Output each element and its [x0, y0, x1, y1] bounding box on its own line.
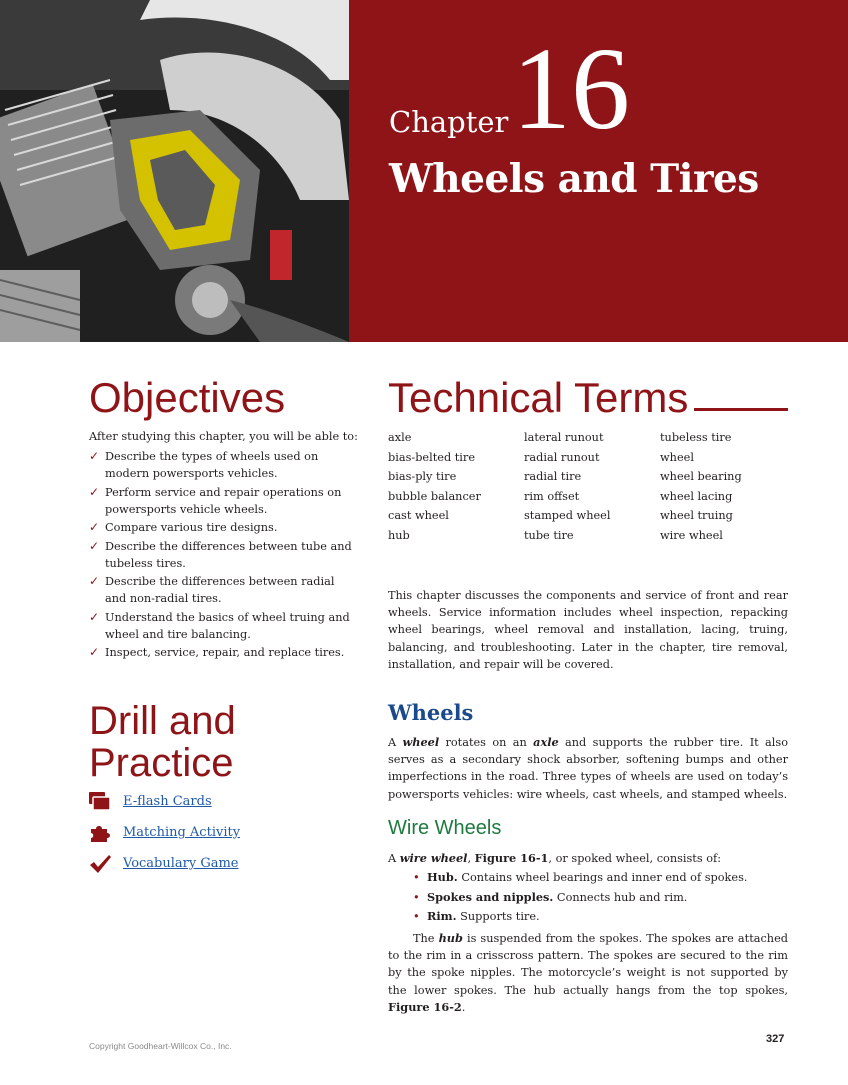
checkmark-icon: ✓: [89, 574, 100, 588]
chapter-title: Wheels and Tires: [389, 156, 759, 202]
copyright-notice: Copyright Goodheart-Willcox Co., Inc.: [89, 1041, 232, 1051]
objective-item: ✓ Describe the differences between radial and non-radial tires.: [89, 574, 335, 605]
wheels-heading: Wheels: [388, 700, 474, 725]
drill-links: [89, 792, 349, 885]
e-flash-cards-link[interactable]: E-flash Cards: [123, 794, 212, 809]
term: radial runout: [524, 450, 600, 464]
term: axle: [388, 431, 412, 444]
chapter-label: Chapter: [389, 105, 509, 139]
matching-activity-link[interactable]: Matching Activity: [123, 825, 241, 840]
objective-item: ✓ Describe the differences between tube and tubeless tires.: [89, 538, 352, 570]
objectives-list: [89, 448, 359, 663]
wire-wheels-paragraph: A wire wheel, Figure 16-1, or spoked wheel, consists of:: [388, 851, 722, 865]
chapter-number: 16: [512, 23, 630, 154]
drill-item-matching: [89, 823, 349, 854]
checkmark-icon: ✓: [89, 449, 100, 463]
term: stamped wheel: [524, 509, 611, 523]
term: wire wheel: [660, 528, 723, 542]
checkmark-icon: ✓: [89, 609, 100, 624]
checkmark-icon: [89, 854, 111, 874]
objectives-intro: After studying this chapter, you will be able to:: [89, 430, 358, 443]
flash-cards-icon: [89, 792, 111, 812]
checkmark-icon: ✓: [89, 645, 100, 659]
checkmark-icon: ✓: [89, 520, 100, 534]
list-item: • Rim. Supports tire.: [413, 907, 747, 927]
page-number: 327: [766, 1033, 785, 1045]
heading-rule: [694, 408, 788, 411]
objective-item: ✓ Inspect, service, repair, and replace tires.: [89, 645, 345, 659]
hub-paragraph: The hub is suspended from the spokes. The spokes are attached to the rim in a crisscross pattern. The spokes are secured to the rim by the spoke nipples. The motorcycle’s weight is not supported by the lower spokes. The hub actually hangs from the top spokes, Figure 16-2.: [388, 931, 788, 1014]
checkmark-icon: ✓: [89, 484, 100, 499]
term: tube tire: [524, 528, 574, 542]
wheels-paragraph: A wheel rotates on an axle and supports the rubber tire. It also serves as a secondary shock absorber, softening bumps and other imperfections in the road. Three types of wheels are used on today’s powersports vehicles: wire wheels, cast wheels, and stamped wheels.: [388, 735, 788, 801]
objective-item: ✓ Perform service and repair operations on powersports vehicle wheels.: [89, 484, 342, 516]
objective-item: ✓ Describe the types of wheels used on modern powersports vehicles.: [89, 449, 319, 480]
term: wheel: [660, 450, 694, 464]
list-item: • Hub. Contains wheel bearings and inner end of spokes.: [413, 868, 747, 888]
term: bubble balancer: [388, 489, 481, 503]
list-item: • Spokes and nipples. Connects hub and rim.: [413, 888, 747, 908]
technical-terms-heading: Technical Terms: [388, 374, 689, 421]
objectives-heading: Objectives: [89, 374, 286, 421]
term: cast wheel: [388, 509, 449, 523]
term: wheel truing: [660, 509, 733, 523]
technical-terms-grid: [388, 428, 788, 546]
puzzle-piece-icon: [89, 823, 111, 843]
drill-item-vocabulary: [89, 854, 349, 885]
term: wheel lacing: [660, 489, 733, 503]
vocabulary-game-link[interactable]: Vocabulary Game: [123, 856, 239, 871]
checkmark-icon: ✓: [89, 538, 100, 553]
wire-wheels-heading: Wire Wheels: [388, 817, 502, 839]
term: wheel bearing: [660, 470, 742, 484]
term: rim offset: [524, 489, 580, 503]
drill-item-flash-cards: [89, 792, 349, 823]
term: tubeless tire: [660, 431, 732, 444]
objective-item: ✓ Compare various tire designs.: [89, 520, 278, 534]
term: lateral runout: [524, 431, 604, 444]
drill-practice-heading: Drill and Practice: [89, 699, 236, 785]
term: bias-belted tire: [388, 450, 476, 464]
chapter-cover-photo: [0, 0, 349, 342]
chapter-intro-paragraph: This chapter discusses the components and service of front and rear wheels. Service information includes wheel inspection, repacking wheel bearings, wheel removal and installation, lacing, truing, balancing, and troubleshooting. Later in the chapter, tire removal, installation, and repair will be covered.: [388, 589, 788, 671]
wire-wheel-parts-list: [413, 868, 747, 927]
term: radial tire: [524, 470, 582, 484]
term: bias-ply tire: [388, 470, 457, 484]
term: hub: [388, 528, 410, 542]
objective-item: ✓ Understand the basics of wheel truing and wheel and tire balancing.: [89, 609, 350, 641]
